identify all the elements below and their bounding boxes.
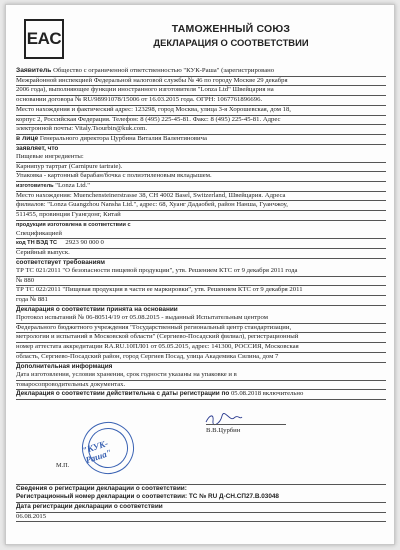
registration-date: 06.08.2015 [16, 513, 386, 523]
customs-union-title: ТАМОЖЕННЫЙ СОЮЗ [171, 23, 291, 35]
person-section [16, 135, 386, 145]
product-doc-label: продукция изготовлена в соответствии с [16, 221, 131, 228]
requirements-section [16, 259, 386, 306]
applicant-line-3: основании договора № RU/98991078/15006 от 16.03.2015 года. ОГРН: 1067761896696. [16, 96, 386, 106]
evidence-line-1: Федерального бюджетного учреждения "Государственный региональный центр стандартизации, [16, 324, 386, 334]
manufacturer-section [16, 182, 386, 221]
evidence-line-2: метрологии и испытаний в Московской области" (Сергиево-Посадский филиал), регистрационный [16, 333, 386, 343]
code-label: код ТН ВЭД ТС [16, 240, 58, 247]
declares-section [16, 145, 386, 163]
person-label: в лице [16, 134, 39, 142]
document-header [16, 15, 386, 67]
registration-number-label: Регистрационный номер декларации о соответствии: [16, 493, 188, 501]
registration-number-line [16, 493, 386, 503]
evidence-line-3: номер аттестата аккредитации RA.RU.10ПЛ01 от 05.05.2015, адрес: 141300, РОССИЯ, Московская [16, 343, 386, 353]
product-doc-section [16, 221, 386, 239]
code-line [16, 239, 386, 249]
manufacturer-label: изготовитель [16, 183, 54, 190]
product-doc-text: Спецификацией [16, 230, 386, 240]
validity-date: 05.08.2018 включительно [230, 390, 304, 398]
manufacturer-line-0: Место нахождения: Muenchensteinerstrasse 38, CH 4002 Basel, Switzerland, Швейцария. Адреса [16, 192, 386, 202]
person-line [16, 135, 386, 145]
applicant-section [16, 67, 386, 135]
applicant-line-4: Место нахождения и фактический адрес: 123298, город Москва, улица 3-я Хорошевская, дом 18, [16, 106, 386, 116]
code-section [16, 239, 386, 258]
registration-title: Сведения о регистрации декларации о соответствии: [16, 484, 187, 492]
requirements-line-3: года № 881 [16, 296, 386, 306]
declaration-sheet [16, 15, 386, 522]
evidence-line-0: Протокол испытаний № 06-80514/19 от 05.08.2015 - выданный Испытательным центром [16, 314, 386, 324]
document-page [5, 4, 395, 545]
additional-line-1: товаросопроводительных документах. [16, 381, 386, 391]
manufacturer-name: "Lonza Ltd." [55, 182, 91, 190]
evidence-label: Декларация о соответствии принята на основании [16, 305, 178, 313]
document-title: ДЕКЛАРАЦИЯ О СООТВЕТСТВИИ [153, 37, 309, 48]
person-text: Генерального директора Цурбина Виталия Валентиновича [39, 134, 207, 142]
header-titles [76, 23, 386, 48]
stamp-text: "КУК-Раша" [81, 438, 113, 466]
registration-number: ТС № RU Д-CH.СП27.В.03048 [188, 493, 279, 501]
registration-section [16, 484, 386, 522]
evidence-line-4: область, Сергиево-Посадский район, город Сергиев Посад, улица Академика Силина, дом 7 [16, 353, 386, 363]
registration-date-line [16, 503, 386, 513]
declares-line-0: Пищевые ингредиенты: [16, 153, 386, 163]
applicant-label: Заявитель [16, 67, 52, 74]
product-line-1: Упаковка - картонный барабан/бочка с полиэтиленовым вкладышем. [16, 172, 386, 182]
applicant-line-0 [16, 67, 386, 77]
manufacturer-line-1: филиалов: "Lonza Guangzhou Nansha Ltd.", адрес: 68, Хуанг Дадаобей, район Нанша, Гуанчжоу, [16, 201, 386, 211]
product-line-0: Карнипур тартрат (Carnipure tartrate). [16, 163, 386, 173]
registration-date-label: Дата регистрации декларации о соответствии [16, 502, 163, 510]
signatory-name: В.В.Цурбин [206, 426, 241, 434]
company-stamp [75, 415, 141, 481]
manufacturer-line-2: 511455, провинция Гуангдонг, Китай [16, 211, 386, 221]
validity-line [16, 390, 386, 400]
serial-line: Серийный выпуск. [16, 249, 386, 259]
additional-section [16, 363, 386, 391]
eac-logo: EAC [24, 19, 64, 59]
requirements-line-0: ТР ТС 021/2011 "О безопасности пищевой продукции", утв. Решением КТС от 9 декабря 2011 года [16, 267, 386, 277]
applicant-line-2: 2006 года), выполняющее функции иностранного изготовителя "Lonza Ltd" Швейцария на [16, 86, 386, 96]
additional-label: Дополнительная информация [16, 362, 113, 370]
applicant-line-6: электронной почты: Vitaly.Tsourbin@kuk.com. [16, 125, 386, 135]
additional-line-0: Дата изготовления, условия хранения, срок годности указаны на упаковке и в [16, 371, 386, 381]
signature-line [206, 424, 286, 425]
stamp-place-label: М.П. [56, 461, 70, 469]
declares-label: заявляет, что [16, 144, 59, 152]
signature-area [16, 400, 386, 482]
code-value: 2923 90 000 0 [65, 239, 104, 247]
applicant-line-1: Межрайонной инспекцией Федеральной налоговой службы № 46 по городу Москве 29 декабря [16, 77, 386, 87]
requirements-line-1: № 880 [16, 277, 386, 287]
product-section [16, 163, 386, 182]
requirements-label: соответствует требованиям [16, 258, 105, 266]
applicant-text: Общество с ограниченной ответственностью "КУК-Раша" (зарегистрировано [53, 67, 275, 74]
requirements-line-2: ТР ТС 022/2011 "Пищевая продукция в части ее маркировки", утв. Решением КТС от 9 декабря 2011 [16, 286, 386, 296]
validity-section [16, 390, 386, 400]
applicant-line-5: корпус 2, Российская Федерация. Телефон: 8 (495) 225-45-81. Факс: 8 (495) 225-45-81. Адрес [16, 116, 386, 126]
evidence-section [16, 306, 386, 363]
manufacturer-name-line [16, 182, 386, 192]
validity-label: Декларация о соответствии действительна с даты регистрации по [16, 390, 230, 398]
